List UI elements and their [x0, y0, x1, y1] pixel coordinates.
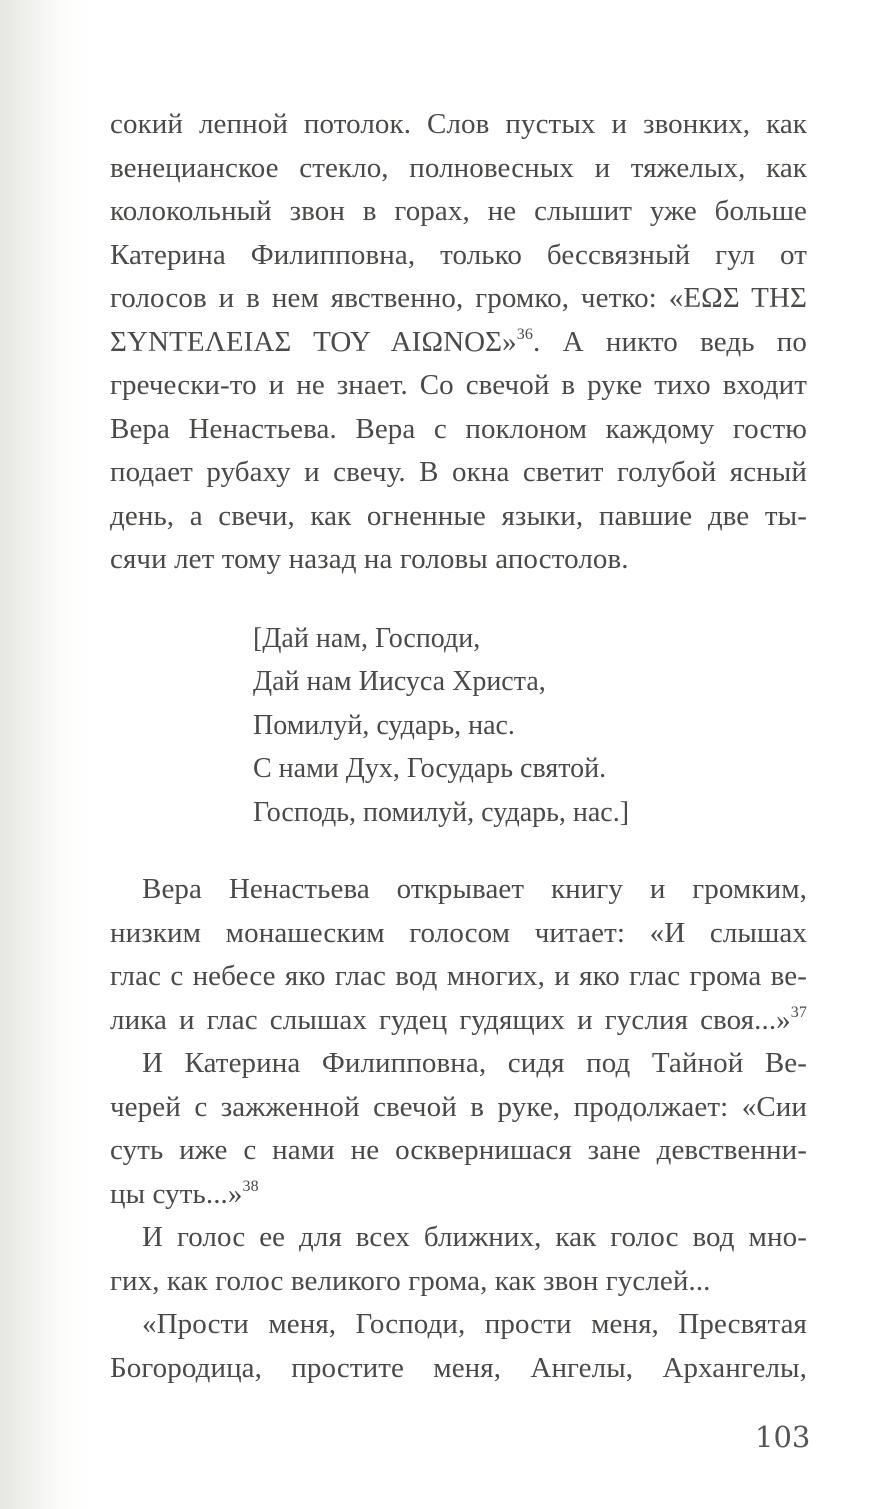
quote-text: лика и глас слышах гудец гудящих и гуслия своя...» — [110, 1003, 791, 1036]
text-line: венецианское стекло, полновесных и тяжелых, как — [110, 151, 807, 184]
page-number: 103 — [755, 1420, 811, 1454]
text-line: И Катерина Филипповна, сидя под Тайной Ве- — [142, 1047, 807, 1079]
paragraph-2 — [110, 868, 807, 1042]
text-line: Богородица, простите меня, Ангелы, Архангелы, — [110, 1351, 807, 1384]
verse-line: Дай нам Иисуса Христа, — [253, 666, 546, 697]
text-line: Вера Ненастьева. Вера с поклоном каждому гостю — [110, 412, 807, 445]
book-page — [110, 103, 807, 1390]
text-line: гих, как голос великого грома, как звон гуслей... — [110, 1264, 711, 1297]
paragraph-3 — [110, 1042, 807, 1216]
quote-text: цы суть...» — [110, 1177, 243, 1210]
text-line: глас с небесе яко глас вод многих, и яко глас грома ве- — [110, 960, 807, 992]
text-line: низким монашеским голосом читает: «И слышах — [110, 916, 807, 949]
verse-line: [Дай нам, Господи, — [253, 622, 481, 654]
greek-quote: ΣΥΝΤΕΛΕΙΑΣ ΤΟΥ ΑΙΩΝΟΣ» — [110, 325, 517, 358]
poem-verse — [253, 617, 807, 835]
footnote-marker: 36 — [516, 325, 533, 343]
text-line: суть иже с нами не осквернишася зане девственни- — [110, 1134, 807, 1166]
paragraph-1 — [110, 103, 807, 582]
text-line: подает рубаху и свечу. В окна светит голубой ясный — [110, 456, 807, 488]
footnote-marker: 38 — [242, 1177, 259, 1195]
paragraph-5 — [110, 1303, 807, 1390]
verse-line: Помилуй, сударь, нас. — [253, 709, 515, 741]
text-line: Катерина Филипповна, только бессвязный гул от — [110, 238, 807, 271]
text-line: день, а свечи, как огненные языки, павшие две ты- — [110, 499, 807, 532]
text-line: сячи лет тому назад на головы апостолов. — [110, 543, 629, 575]
text-line: сокий лепной потолок. Слов пустых и звонких, как — [110, 108, 807, 140]
text-line: колокольный звон в горах, не слышит уже больше — [110, 195, 807, 227]
verse-line: С нами Дух, Государь святой. — [253, 753, 607, 784]
text-line — [110, 321, 807, 365]
text-line: Вера Ненастьева открывает книгу и громким, — [142, 873, 807, 905]
text-line — [110, 999, 807, 1043]
text-tail: . А никто ведь по — [532, 325, 807, 358]
text-line: голосов и в нем явственно, громко, четко: «ΕΩΣ ΤΗΣ — [110, 282, 807, 314]
verse-line: Господь, помилуй, сударь, нас.] — [253, 796, 630, 828]
text-line: «Прости меня, Господи, прости меня, Пресвятая — [142, 1308, 807, 1340]
text-line: И голос ее для всех ближних, как голос вод мно- — [142, 1221, 807, 1253]
footnote-marker: 37 — [790, 1003, 807, 1021]
text-line — [110, 1173, 807, 1217]
text-line: гречески-то и не знает. Со свечой в руке тихо входит — [110, 369, 807, 401]
paragraph-4 — [110, 1216, 807, 1303]
text-line: черей с зажженной свечой в руке, продолжает: «Сии — [110, 1090, 807, 1123]
